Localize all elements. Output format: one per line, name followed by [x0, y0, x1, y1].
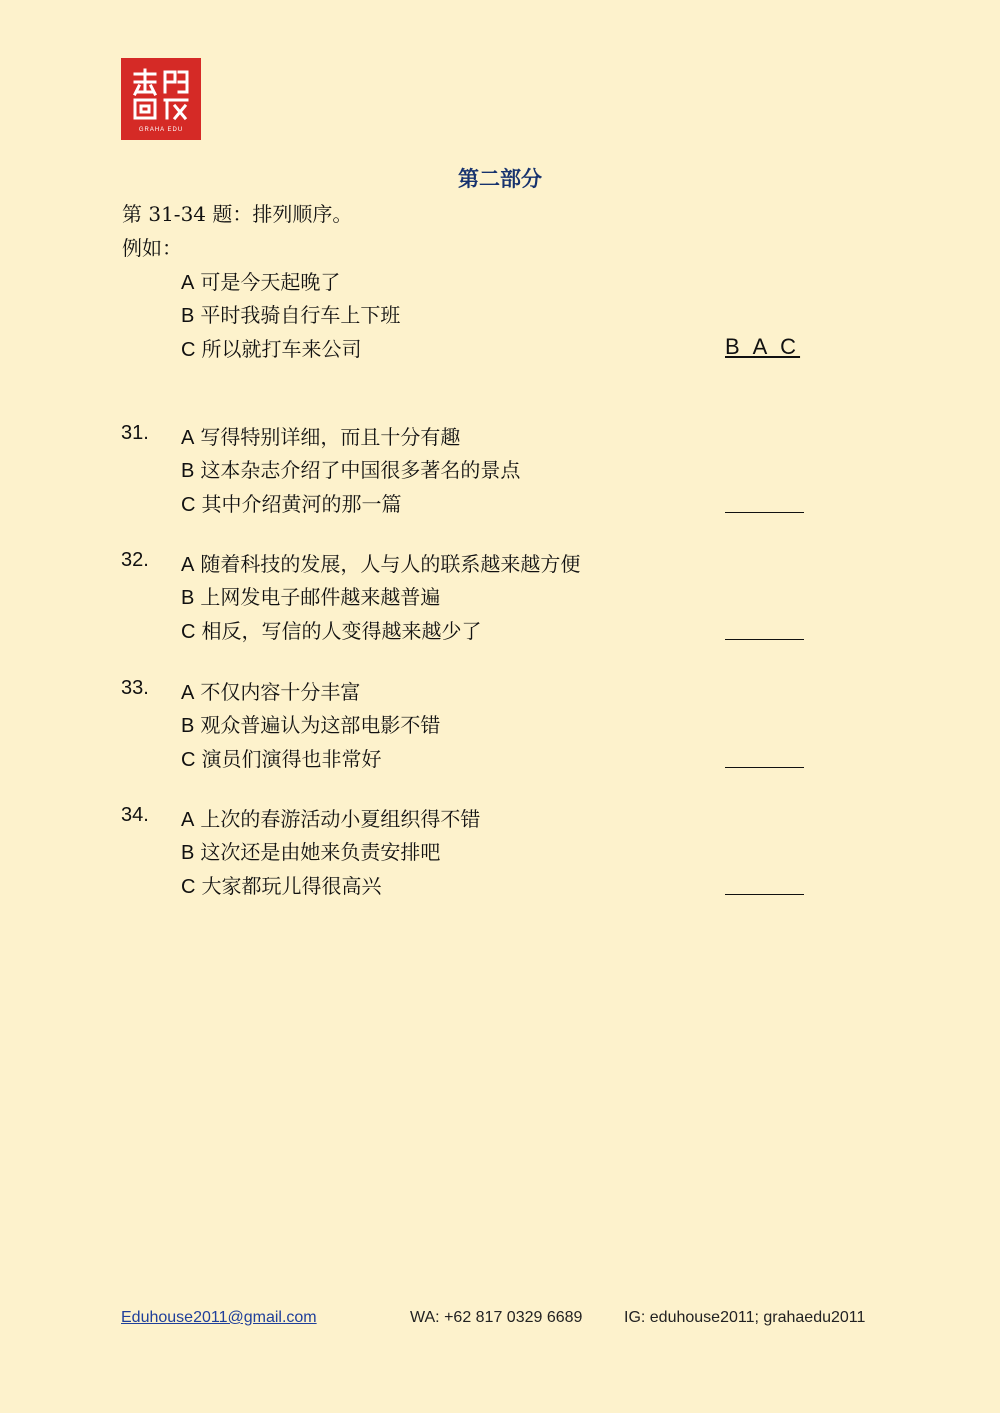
q32-option-a [181, 548, 580, 577]
option-letter: B [181, 460, 195, 482]
option-text: 其中介绍黄河的那一篇 [201, 492, 402, 516]
q33-option-a [181, 676, 360, 705]
option-letter: A [181, 427, 195, 449]
logo-text: GRAHA EDU [138, 127, 184, 133]
option-letter: B [181, 842, 195, 864]
option-text: 观众普遍认为这部电影不错 [200, 713, 441, 737]
graha-edu-logo-icon [121, 58, 201, 140]
q34-option-a [181, 803, 480, 832]
q34-option-c [181, 870, 381, 899]
footer-email-wrap [121, 1309, 317, 1327]
question-number: 32. [121, 549, 149, 571]
instruction: 第 31-34 题：排列顺序。 [122, 202, 353, 226]
option-letter: C [181, 876, 196, 898]
logo [121, 58, 201, 140]
example-option-b [181, 299, 400, 328]
option-letter: C [181, 621, 196, 643]
option-letter: C [181, 339, 196, 361]
option-text: 大家都玩儿得很高兴 [201, 874, 382, 898]
option-letter: A [181, 272, 195, 294]
option-text: 随着科技的发展，人与人的联系越来越方便 [200, 552, 581, 576]
q31-answer-blank[interactable] [725, 512, 804, 513]
example-label: 例如： [122, 236, 182, 260]
question-number: 31. [121, 422, 149, 444]
option-text: 上次的春游活动小夏组织得不错 [200, 807, 481, 831]
q33-option-c [181, 743, 381, 772]
option-letter: A [181, 809, 195, 831]
option-text: 平时我骑自行车上下班 [200, 303, 401, 327]
q31-option-c [181, 488, 401, 517]
section-title: 第二部分 [458, 167, 542, 191]
option-letter: C [181, 494, 196, 516]
option-letter: A [181, 554, 195, 576]
q33-option-b [181, 709, 440, 738]
option-letter: B [181, 587, 195, 609]
question-number: 33. [121, 677, 149, 699]
q32-option-b [181, 581, 440, 610]
q32-answer-blank[interactable] [725, 639, 804, 640]
option-text: 演员们演得也非常好 [201, 747, 382, 771]
option-letter: C [181, 749, 196, 771]
option-text: 上网发电子邮件越来越普遍 [200, 585, 441, 609]
option-text: 可是今天起晚了 [200, 270, 341, 294]
question-number: 34. [121, 804, 149, 826]
option-letter: B [181, 715, 195, 737]
q33-answer-blank[interactable] [725, 767, 804, 768]
option-letter: B [181, 305, 195, 327]
footer-ig: IG: eduhouse2011; grahaedu2011 [624, 1309, 866, 1326]
q31-option-b [181, 454, 520, 483]
option-text: 相反，写信的人变得越来越少了 [201, 619, 482, 643]
option-text: 不仅内容十分丰富 [200, 680, 361, 704]
option-text: 这次还是由她来负责安排吧 [200, 840, 441, 864]
q34-option-b [181, 836, 440, 865]
example-answer: B A C [725, 334, 801, 359]
example-option-a [181, 266, 340, 295]
option-text: 所以就打车来公司 [201, 337, 362, 361]
footer-email-link[interactable]: Eduhouse2011@gmail.com [121, 1309, 317, 1326]
q31-option-a [181, 421, 460, 450]
option-letter: A [181, 682, 195, 704]
footer-wa: WA: +62 817 0329 6689 [410, 1309, 583, 1326]
q34-answer-blank[interactable] [725, 894, 804, 895]
q32-option-c [181, 615, 481, 644]
example-option-c [181, 333, 361, 362]
option-text: 这本杂志介绍了中国很多著名的景点 [200, 458, 521, 482]
option-text: 写得特别详细，而且十分有趣 [200, 425, 461, 449]
